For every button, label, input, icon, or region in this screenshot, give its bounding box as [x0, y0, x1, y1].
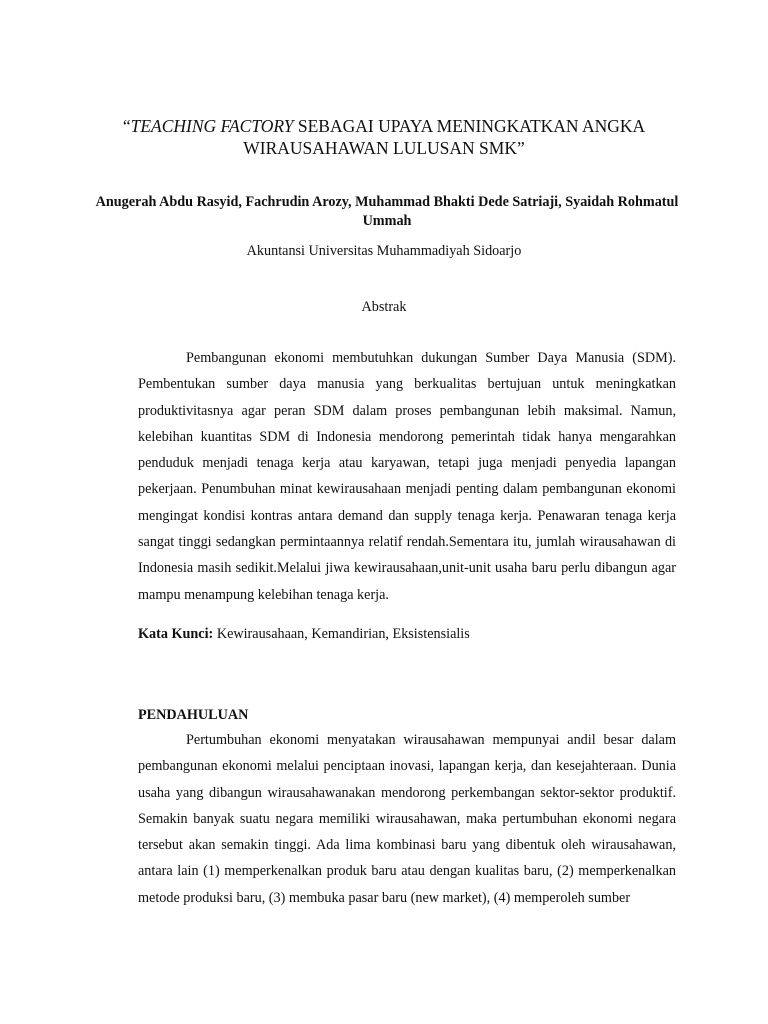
introduction-body: Pertumbuhan ekonomi menyatakan wirausahawan mempunyai andil besar dalam pembangunan ekonomi melalui penciptaan inovasi, lapangan kerja, dan kesejahteraan. Dunia usaha yang dibangun wirausahawanakan mendorong perkembangan sektor-sektor produktif. Semakin banyak suatu negara memiliki wirausahawan, maka pertumbuhan ekonomi negara tersebut akan semakin tinggi. Ada lima kombinasi baru yang dibentuk oleh wirausahawan, antara lain (1) memperkenalkan produk baru atau dengan kualitas baru, (2) memperkenalkan metode produksi baru, (3) membuka pasar baru (new market), (4) memperoleh sumber: [138, 732, 676, 906]
section-heading-introduction: PENDAHULUAN: [138, 707, 249, 723]
keywords-value: Kewirausahaan, Kemandirian, Eksistensialis: [213, 626, 470, 642]
author-list: Anugerah Abdu Rasyid, Fachrudin Arozy, Muhammad Bhakti Dede Satriaji, Syaidah Rohmatul Ummah: [95, 194, 679, 229]
title-rest: SEBAGAI UPAYA MENINGKATKAN ANGKA WIRAUSAHAWAN LULUSAN SMK”: [243, 116, 646, 158]
abstract-heading: Abstrak: [361, 299, 407, 315]
keywords-line: [138, 625, 676, 643]
abstract-body: Pembangunan ekonomi membutuhkan dukungan Sumber Daya Manusia (SDM). Pembentukan sumber daya manusia yang berkualitas bertujuan untuk meningkatkan produktivitasnya agar peran SDM dalam proses pembangunan lebih maksimal. Namun, kelebihan kuantitas SDM di Indonesia mendorong pemerintah tidak hanya mengarahkan penduduk menjadi tenaga kerja atau karyawan, tetapi juga menjadi penyedia lapangan pekerjaan. Penumbuhan minat kewirausahaan menjadi penting dalam pembangunan ekonomi mengingat kondisi kontras antara demand dan supply tenaga kerja. Penawaran tenaga kerja sangat tinggi sedangkan permintaannya relatif rendah.Sementara itu, jumlah wirausahawan di Indonesia masih sedikit.Melalui jiwa kewirausahaan,unit-unit usaha baru perlu dibangun agar mampu menampung kelebihan tenaga kerja.: [138, 350, 676, 603]
title-open-quote: “: [122, 116, 131, 136]
affiliation: Akuntansi Universitas Muhammadiyah Sidoarjo: [246, 243, 522, 259]
title-italic-part: TEACHING FACTORY: [130, 116, 294, 136]
keywords-label: Kata Kunci:: [138, 626, 214, 642]
paper-title: [60, 115, 708, 159]
